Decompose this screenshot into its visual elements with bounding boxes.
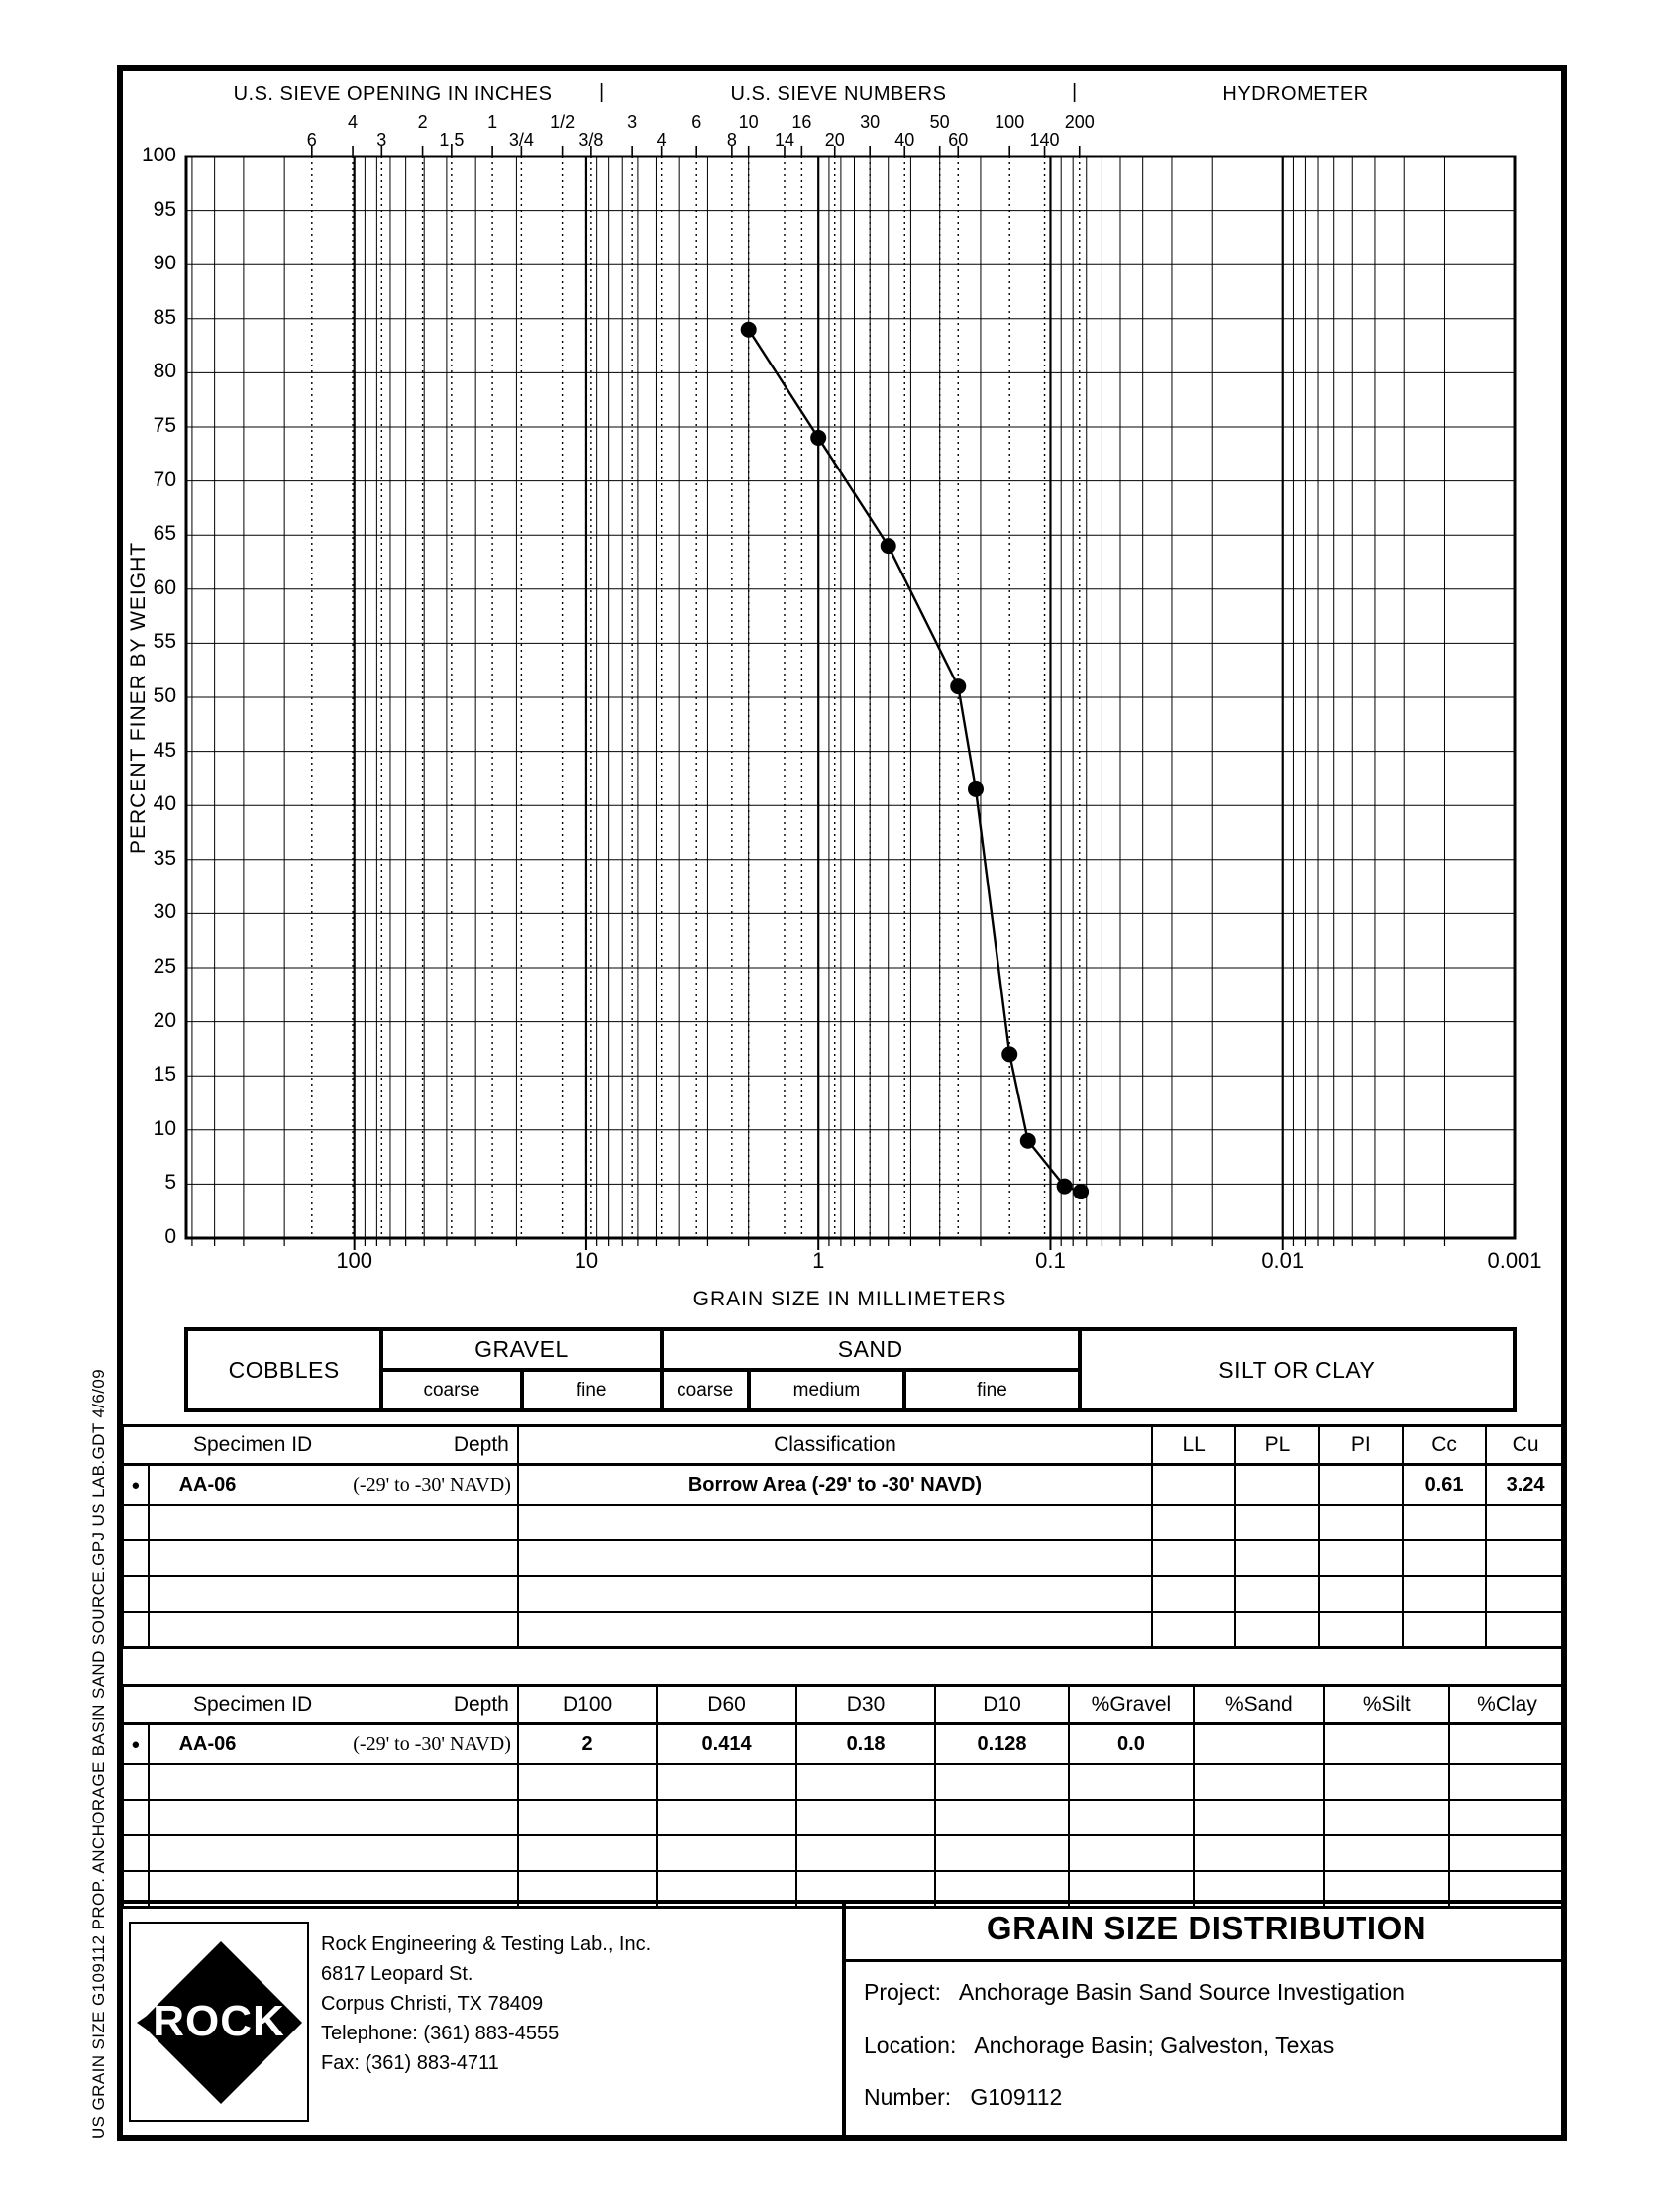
y-tick-40: 40 bbox=[153, 792, 176, 816]
project-line bbox=[864, 1979, 1405, 2006]
sieve-label-140: 140 bbox=[1029, 130, 1060, 150]
th-classification: Classification bbox=[518, 1426, 1152, 1465]
sieve-label-8: 8 bbox=[726, 130, 737, 150]
sieve-label-2: 2 bbox=[417, 112, 428, 132]
location-value: Anchorage Basin; Galveston, Texas bbox=[974, 2032, 1335, 2058]
sidebar-file-info: US GRAIN SIZE G109112 PROP. ANCHORAGE BASIN SAND SOURCE.GPJ US LAB.GDT 4/6/09 bbox=[89, 1368, 108, 2139]
sieve-label-14: 14 bbox=[774, 130, 794, 150]
th-specimen-depth: Specimen ID Depth bbox=[123, 1426, 518, 1465]
x-tick-10: 10 bbox=[574, 1248, 599, 1273]
company-line-2: 6817 Leopard St. bbox=[321, 1963, 473, 1985]
y-tick-55: 55 bbox=[153, 630, 176, 654]
cell-clay bbox=[1449, 1724, 1566, 1765]
cell-ll bbox=[1152, 1465, 1235, 1506]
classification-group-gravel: GRAVEL bbox=[381, 1329, 661, 1370]
x-tick-0.01: 0.01 bbox=[1261, 1248, 1305, 1273]
classification-sub-sand-medium: medium bbox=[749, 1370, 905, 1410]
cell-d60: 0.414 bbox=[657, 1724, 795, 1765]
company-address-block bbox=[321, 1929, 651, 2078]
y-tick-75: 75 bbox=[153, 414, 176, 437]
x-tick-0.1: 0.1 bbox=[1035, 1248, 1066, 1273]
x-tick-0.001: 0.001 bbox=[1487, 1248, 1542, 1273]
axis-band-sieve-numbers-title: U.S. SIEVE NUMBERS bbox=[730, 83, 947, 105]
number-label: Number: bbox=[864, 2084, 952, 2110]
classification-sub-sand-fine: fine bbox=[904, 1370, 1079, 1410]
sieve-label-4: 4 bbox=[656, 130, 667, 150]
th-d60: D60 bbox=[657, 1686, 795, 1724]
empty-row bbox=[123, 1800, 1566, 1835]
company-logo bbox=[129, 1922, 309, 2122]
sieve-label-20: 20 bbox=[824, 130, 845, 150]
y-tick-65: 65 bbox=[153, 522, 176, 546]
th-cu: Cu bbox=[1486, 1426, 1565, 1465]
y-tick-100: 100 bbox=[141, 144, 176, 166]
project-value: Anchorage Basin Sand Source Investigation bbox=[958, 1979, 1405, 2005]
cell-silt bbox=[1324, 1724, 1449, 1765]
y-tick-90: 90 bbox=[153, 252, 176, 275]
y-tick-30: 30 bbox=[153, 900, 176, 924]
cell-pl bbox=[1235, 1465, 1318, 1506]
classification-group-sand: SAND bbox=[662, 1329, 1080, 1370]
cell-d10: 0.128 bbox=[935, 1724, 1068, 1765]
axis-band-hydrometer-title: HYDROMETER bbox=[1222, 83, 1369, 105]
sieve-label-3: 3 bbox=[376, 130, 387, 150]
classification-sub-sand-coarse: coarse bbox=[662, 1370, 749, 1410]
row-marker: ● bbox=[123, 1724, 149, 1765]
table-row bbox=[123, 1724, 1566, 1765]
number-value: G109112 bbox=[970, 2084, 1063, 2110]
sieve-label-10: 10 bbox=[738, 112, 759, 132]
empty-row bbox=[123, 1835, 1566, 1871]
y-tick-85: 85 bbox=[153, 305, 176, 329]
y-tick-70: 70 bbox=[153, 468, 176, 491]
sieve-label-60: 60 bbox=[948, 130, 969, 150]
number-line bbox=[864, 2084, 1062, 2111]
sieve-label-1: 1 bbox=[487, 112, 498, 132]
y-tick-5: 5 bbox=[164, 1171, 176, 1195]
sieve-label-30: 30 bbox=[860, 112, 881, 132]
sieve-label-200: 200 bbox=[1064, 112, 1095, 132]
sieve-label-3-8: 3/8 bbox=[578, 130, 604, 150]
th-sand: %Sand bbox=[1194, 1686, 1323, 1724]
cell-d30: 0.18 bbox=[796, 1724, 935, 1765]
location-line bbox=[864, 2032, 1334, 2059]
sieve-label-50: 50 bbox=[929, 112, 950, 132]
sieve-label-6: 6 bbox=[306, 130, 317, 150]
axis-band-sieve-inches-title: U.S. SIEVE OPENING IN INCHES bbox=[233, 83, 553, 105]
cell-classification: Borrow Area (-29' to -30' NAVD) bbox=[518, 1465, 1152, 1506]
company-line-5: Fax: (361) 883-4711 bbox=[321, 2052, 499, 2074]
grain-size-indices-table bbox=[121, 1684, 1567, 1909]
y-tick-15: 15 bbox=[153, 1063, 176, 1087]
empty-row bbox=[123, 1505, 1566, 1540]
classification-sub-gravel-coarse: coarse bbox=[381, 1370, 521, 1410]
y-tick-25: 25 bbox=[153, 955, 176, 978]
classification-sub-gravel-fine: fine bbox=[522, 1370, 662, 1410]
x-tick-100: 100 bbox=[336, 1248, 373, 1273]
cell-sand bbox=[1194, 1724, 1323, 1765]
cell-gravel: 0.0 bbox=[1069, 1724, 1194, 1765]
th-pl: PL bbox=[1235, 1426, 1318, 1465]
cell-pi bbox=[1319, 1465, 1403, 1506]
y-tick-80: 80 bbox=[153, 360, 176, 383]
th-clay: %Clay bbox=[1449, 1686, 1566, 1724]
th-d30: D30 bbox=[796, 1686, 935, 1724]
company-line-1: Rock Engineering & Testing Lab., Inc. bbox=[321, 1933, 652, 1955]
table-row bbox=[123, 1465, 1566, 1506]
empty-row bbox=[123, 1612, 1566, 1648]
sieve-label-16: 16 bbox=[791, 112, 812, 132]
title-underline bbox=[846, 1959, 1567, 1962]
y-tick-10: 10 bbox=[153, 1116, 176, 1140]
th-silt: %Silt bbox=[1324, 1686, 1449, 1724]
axis-band-separator-1: | bbox=[599, 81, 605, 103]
empty-row bbox=[123, 1576, 1566, 1612]
classification-bar-outline bbox=[184, 1327, 1517, 1412]
location-label: Location: bbox=[864, 2032, 957, 2058]
project-label: Project: bbox=[864, 1979, 941, 2005]
sieve-label-4: 4 bbox=[348, 112, 359, 132]
empty-row bbox=[123, 1764, 1566, 1800]
y-tick-95: 95 bbox=[153, 197, 176, 221]
sieve-label-1-2: 1/2 bbox=[550, 112, 576, 132]
company-line-4: Telephone: (361) 883-4555 bbox=[321, 2023, 560, 2044]
y-tick-50: 50 bbox=[153, 684, 176, 707]
sieve-label-3-4: 3/4 bbox=[508, 130, 534, 150]
company-line-3: Corpus Christi, TX 78409 bbox=[321, 1993, 544, 2015]
classification-group-silt-or-clay: SILT OR CLAY bbox=[1080, 1329, 1515, 1410]
axis-band-separator-2: | bbox=[1072, 81, 1078, 103]
y-tick-0: 0 bbox=[164, 1225, 176, 1248]
cell-specimen-depth: AA-06 (-29' to -30' NAVD) bbox=[149, 1724, 518, 1765]
report-title: GRAIN SIZE DISTRIBUTION bbox=[986, 1910, 1427, 1946]
cell-specimen-depth: AA-06 (-29' to -30' NAVD) bbox=[149, 1465, 518, 1506]
empty-row bbox=[123, 1540, 1566, 1576]
y-tick-35: 35 bbox=[153, 846, 176, 870]
th-cc: Cc bbox=[1403, 1426, 1486, 1465]
row-marker: ● bbox=[123, 1465, 149, 1506]
th-pi: PI bbox=[1319, 1426, 1403, 1465]
specimen-classification-table bbox=[121, 1424, 1567, 1649]
y-tick-20: 20 bbox=[153, 1008, 176, 1032]
x-tick-1: 1 bbox=[812, 1248, 825, 1273]
y-tick-60: 60 bbox=[153, 575, 176, 599]
y-axis-title: PERCENT FINER BY WEIGHT bbox=[127, 541, 150, 854]
sieve-label-6: 6 bbox=[691, 112, 702, 132]
th-ll: LL bbox=[1152, 1426, 1235, 1465]
sieve-label-40: 40 bbox=[894, 130, 915, 150]
logo-word: ROCK bbox=[153, 1997, 285, 2045]
th-specimen-depth: Specimen ID Depth bbox=[123, 1686, 518, 1724]
cell-cc: 0.61 bbox=[1403, 1465, 1486, 1506]
sieve-label-100: 100 bbox=[995, 112, 1025, 132]
classification-group-cobbles: COBBLES bbox=[186, 1329, 381, 1410]
cell-d100: 2 bbox=[518, 1724, 657, 1765]
cell-cu: 3.24 bbox=[1486, 1465, 1565, 1506]
th-d100: D100 bbox=[518, 1686, 657, 1724]
sieve-label-1.5: 1.5 bbox=[439, 130, 465, 150]
th-gravel: %Gravel bbox=[1069, 1686, 1194, 1724]
y-tick-45: 45 bbox=[153, 738, 176, 762]
x-axis-title: GRAIN SIZE IN MILLIMETERS bbox=[692, 1288, 1007, 1310]
sieve-label-3: 3 bbox=[627, 112, 638, 132]
th-d10: D10 bbox=[935, 1686, 1068, 1724]
